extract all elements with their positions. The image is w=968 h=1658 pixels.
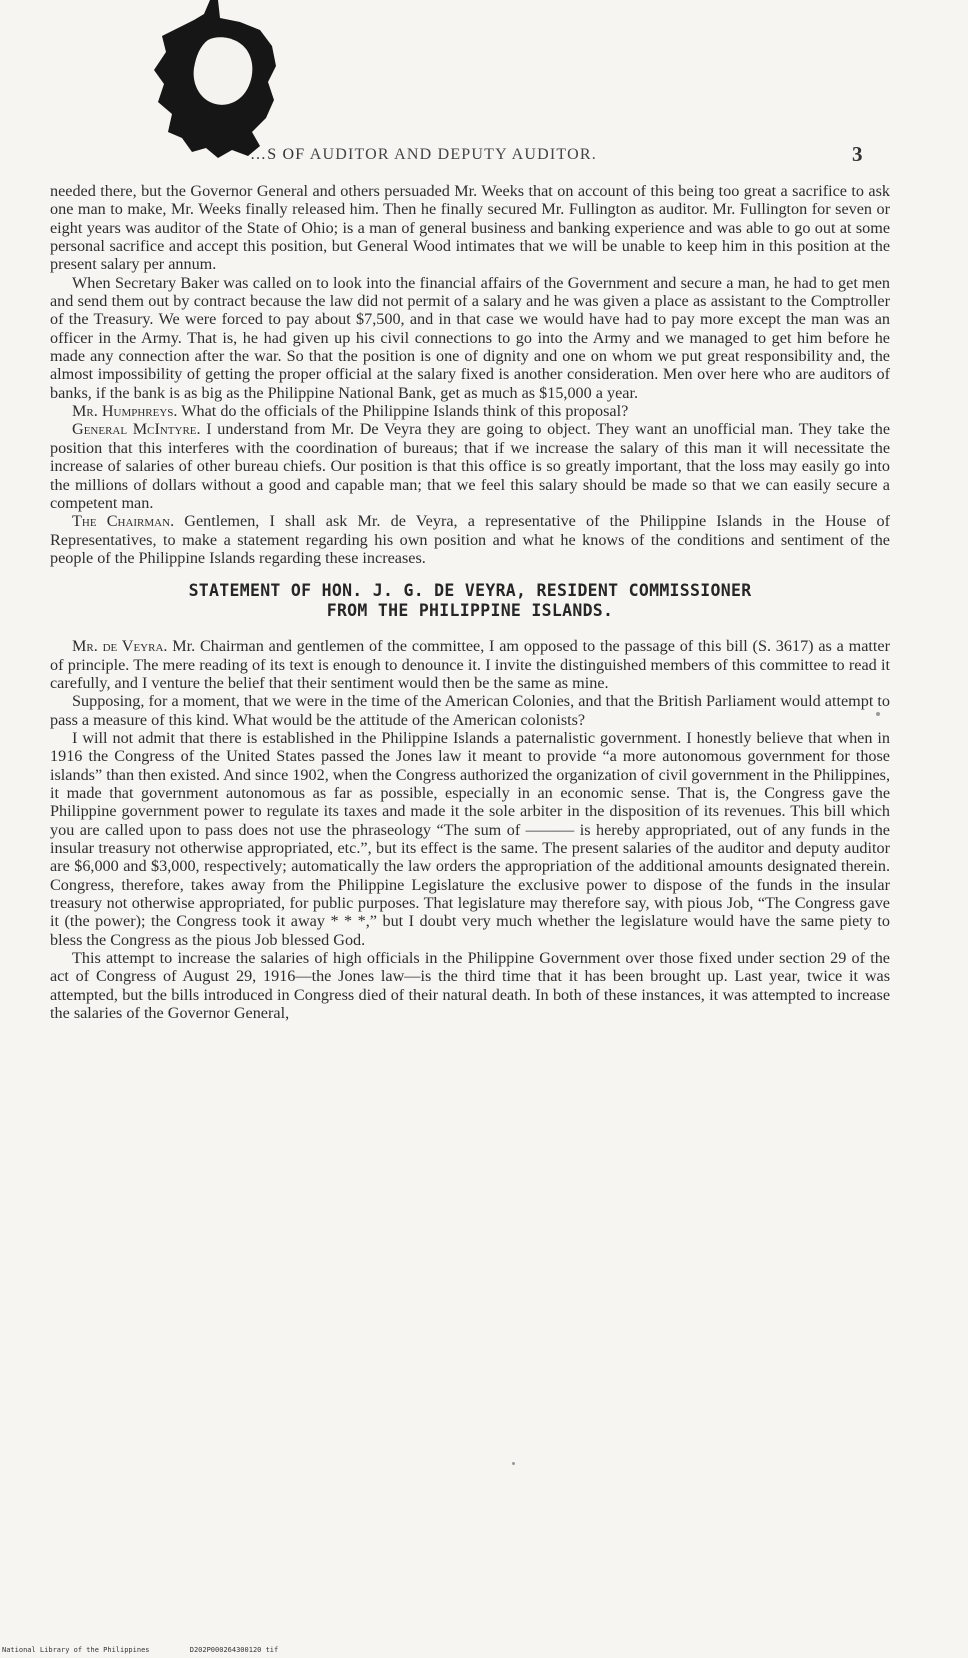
- speech-text: Mr. Chairman and gentlemen of the committee, I am opposed to the passage of this bill (S. 3617) as a matter of principle. The mere reading of its text is enough to denounce it. I invite the distinguished members of this committee to read it carefully, and I venture the belief that their sentiment would then be the same as mine.: [50, 637, 890, 692]
- speech-text: I understand from Mr. De Veyra they are going to object. They want an unofficial man. They take the position that this interferes with the coordination of bureaus; that if we increase the salary of this man it will necessitate the increase of salaries of other bureau chiefs. Our position is that this office is so greatly important, that the loss may easily go into the millions of dollars without a good and capable man; that we feel this salary should be made so that we can easily secure a competent man.: [50, 420, 891, 512]
- running-head-prefix: …S OF: [250, 146, 306, 163]
- paragraph: When Secretary Baker was called on to look into the financial affairs of the Government and secure a man, he had to get men and send them out by contract because the law did not permit of a salary and he was given a place as assistant to the Comptroller of the Treasury. We were forced to pay about $7,500, and in that case we would have had to pay more except the man was an officer in the Army. That is, he had given up his civil connections to go into the Army and we managed to get him before he made any connection after the war. So that the position is one of dignity and one on whom we put great responsibility and, the almost impossibility of getting the proper official at the salary fixed is another consideration. Men over here who are auditors of banks, if the bank is as big as the Philippine National Bank, get as much as $15,000 a year.: [50, 273, 890, 402]
- paragraph: [50, 637, 890, 692]
- running-head-title: AUDITOR AND DEPUTY AUDITOR.: [309, 146, 597, 163]
- paragraph: I will not admit that there is established in the Philippine Islands a paternalistic government. I honestly believe that when in 1916 the Congress of the United States passed the Jones law it meant to provide “a more autonomous government for those islands” than then existed. And since 1902, when the Congress authorized the organization of civil government in the Philippines, it made that government autonomous as far as possible, especially in an economic sense. That is, the Congress gave the Philippine government power to regulate its taxes and made it the sole arbiter in the disposition of its revenues. This bill which you are called upon to pass does not use the phraseology “The sum of ——— is hereby appropriated, out of any funds in the insular treasury not otherwise appropriated, etc.”, but its effect is the same. The present salaries of the auditor and deputy auditor are $6,000 and $3,000, respectively; automatically the law orders the appropriation of the additional amounts designated therein. Congress, therefore, takes away from the Philippine Legislature the exclusive power to dispose of the funds in the insular treasury not otherwise appropriated, for public purposes. That legislature may therefore say, with pious Job, “The Congress gave it (the power); the Congress took it away * * *,” but I doubt very much whether the legislature would have the same piety to bless the Congress as the pious Job blessed God.: [50, 728, 890, 949]
- speaker-name: The Chairman.: [72, 512, 175, 531]
- statement-heading-line: FROM THE PHILIPPINE ISLANDS.: [326, 601, 614, 621]
- body-text: [50, 182, 890, 1022]
- ink-blot-stain: [148, 0, 278, 160]
- paper-speck: [512, 1462, 515, 1465]
- statement-heading-line: STATEMENT OF HON. J. G. DE VEYRA, RESIDENT COMMISSIONER: [188, 581, 752, 601]
- speech-text: What do the officials of the Philippine Islands think of this proposal?: [177, 402, 629, 421]
- library-credit: National Library of the Philippines: [2, 1646, 150, 1654]
- paragraph: [50, 402, 890, 420]
- file-identifier: D202P000264300120 tif: [189, 1646, 279, 1654]
- paragraph: Supposing, for a moment, that we were in the time of the American Colonies, and that the British Parliament would attempt to pass a measure of this kind. What would be the attitude of the American colonists?: [50, 692, 890, 729]
- paragraph: This attempt to increase the salaries of high officials in the Philippine Government over those fixed under section 29 of the act of Congress of August 29, 1916—the Jones law—is the third time that it has been brought up. Last year, twice it was attempted, but the bills introduced in Congress died of their natural death. In both of these instances, it was attempted to increase the salaries of the Governor General,: [50, 949, 890, 1023]
- running-head: [250, 146, 810, 164]
- speaker-name: Mr. Humphreys.: [72, 402, 178, 421]
- speech-text: Gentlemen, I shall ask Mr. de Veyra, a representative of the Philippine Islands in the House of Representatives, to make a statement regarding his own position and what he knows of the conditions and sentiment of the people of the Philippine Islands regarding these increases.: [50, 512, 890, 567]
- speaker-name: General McIntyre.: [72, 420, 201, 439]
- statement-heading: [50, 581, 890, 621]
- scan-footer: [2, 1646, 278, 1654]
- speaker-name: Mr. de Veyra.: [72, 637, 168, 656]
- paragraph: [50, 420, 890, 512]
- paper-speck: [876, 712, 880, 716]
- paragraph: needed there, but the Governor General and others persuaded Mr. Weeks that on account of this being too great a sacrifice to ask one man to make, Mr. Weeks finally released him. Then he finally secured Mr. Fullington as auditor. Mr. Fullington for seven or eight years was auditor of the State of Ohio; is a man of general business and banking experience and was able to go out at some personal sacrifice and accept this position, but General Wood intimates that we will be unable to keep him in this position at the present salary per annum.: [50, 182, 890, 274]
- page-number: 3: [852, 142, 863, 166]
- paragraph: [50, 512, 890, 567]
